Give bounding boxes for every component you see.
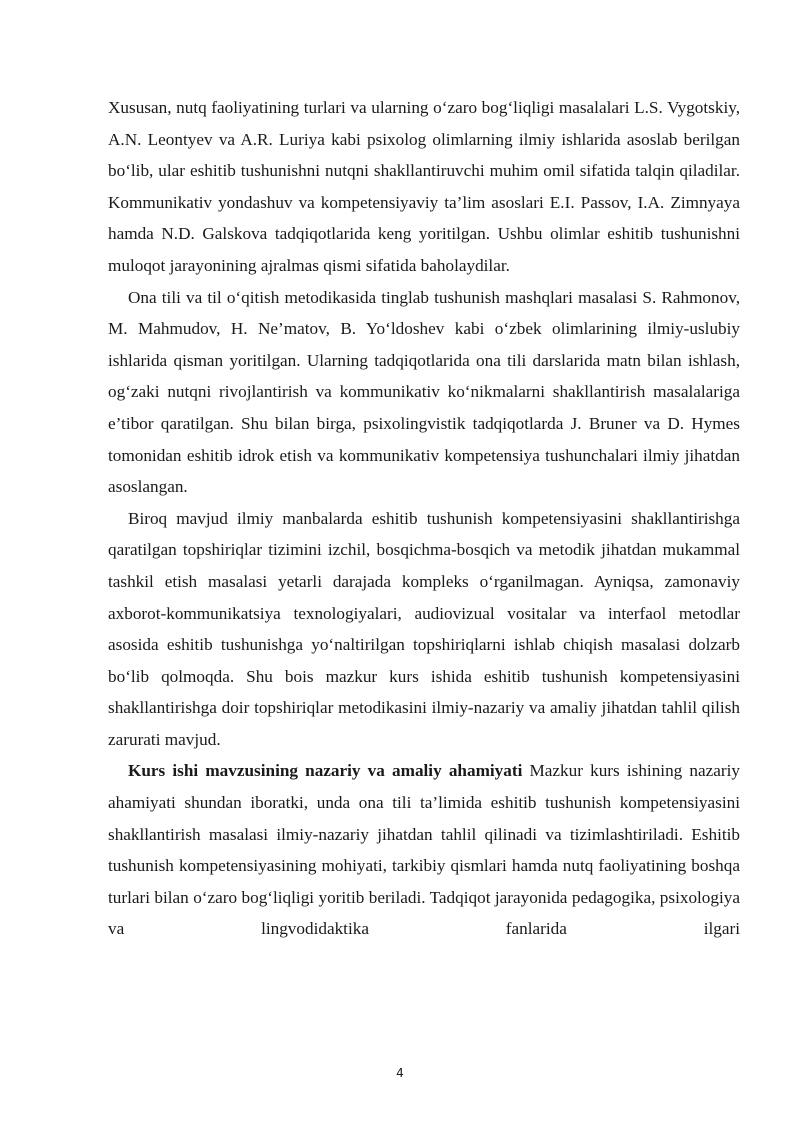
section-heading: Kurs ishi mavzusining nazariy va amaliy ahamiyati (128, 761, 523, 781)
paragraph-4 (108, 755, 740, 945)
paragraph-4-text: Mazkur kurs ishining nazariy ahamiyati shundan iboratki, unda ona tili ta’limida eshitib tushunish kompetensiyasini shakllantirish masalasi ilmiy-nazariy jihatdan tahlil qilinadi va tizimlashtiriladi. Eshitib tushunish kompetensiyasining mohiyati, tarkibiy qismlari hamda nutq faoliyatining boshqa turlari bilan o‘zaro bog‘liqligi yoritib beriladi. Tadqiqot jarayonida pedagogika, psixologiya va lingvodidaktika fanlarida ilgari (108, 761, 740, 939)
body-text (108, 92, 740, 945)
paragraph-2: Ona tili va til o‘qitish metodikasida tinglab tushunish mashqlari masalasi S. Rahmonov, M. Mahmudov, H. Ne’matov, B. Yo‘ldoshev kabi o‘zbek olimlarining ilmiy-uslubiy ishlarida qisman yoritilgan. Ularning tadqiqotlarida ona tili darslarida matn bilan ishlash, og‘zaki nutqni rivojlantirish va kommunikativ ko‘nikmalarni shakllantirish masalalariga e’tibor qaratilgan. Shu bilan birga, psixolingvistik tadqiqotlarda J. Bruner va D. Hymes tomonidan eshitib idrok etish va kommunikativ kompetensiya tushunchalari ilmiy jihatdan asoslangan. (108, 287, 740, 497)
paragraph-3: Biroq mavjud ilmiy manbalarda eshitib tushunish kompetensiyasini shakllantirishga qaratilgan topshiriqlar tizimini izchil, bosqichma-bosqich va metodik jihatdan mukammal tashkil etish masalasi yetarli darajada kompleks o‘rganilmagan. Ayniqsa, zamonaviy axborot-kommunikatsiya texnologiyalari, audiovizual vositalar va interfaol metodlar asosida eshitib tushunishga yo‘naltirilgan topshiriqlarni ishlab chiqish masalasi dolzarb bo‘lib qolmoqda. Shu bois mazkur kurs ishida eshitib tushunish kompetensiyasini shakllantirishga doir topshiriqlar metodikasini ilmiy-nazariy va amaliy jihatdan tahlil qilish zarurati mavjud. (108, 508, 740, 749)
page-number: 4 (396, 1066, 404, 1080)
paragraph-1: Xususan, nutq faoliyatining turlari va ularning o‘zaro bog‘liqligi masalalari L.S. Vygotskiy, A.N. Leontyev va A.R. Luriya kabi psixolog olimlarning ilmiy ishlarida asoslab berilgan bo‘lib, ular eshitib tushunishni nutqni shakllantiruvchi muhim omil sifatida talqin qiladilar. Kommunikativ yondashuv va kompetensiyaviy ta’lim asoslari E.I. Passov, I.A. Zimnyaya hamda N.D. Galskova tadqiqotlarida keng yoritilgan. Ushbu olimlar eshitib tushunishni muloqot jarayonining ajralmas qismi sifatida baholaydilar. (108, 98, 740, 275)
